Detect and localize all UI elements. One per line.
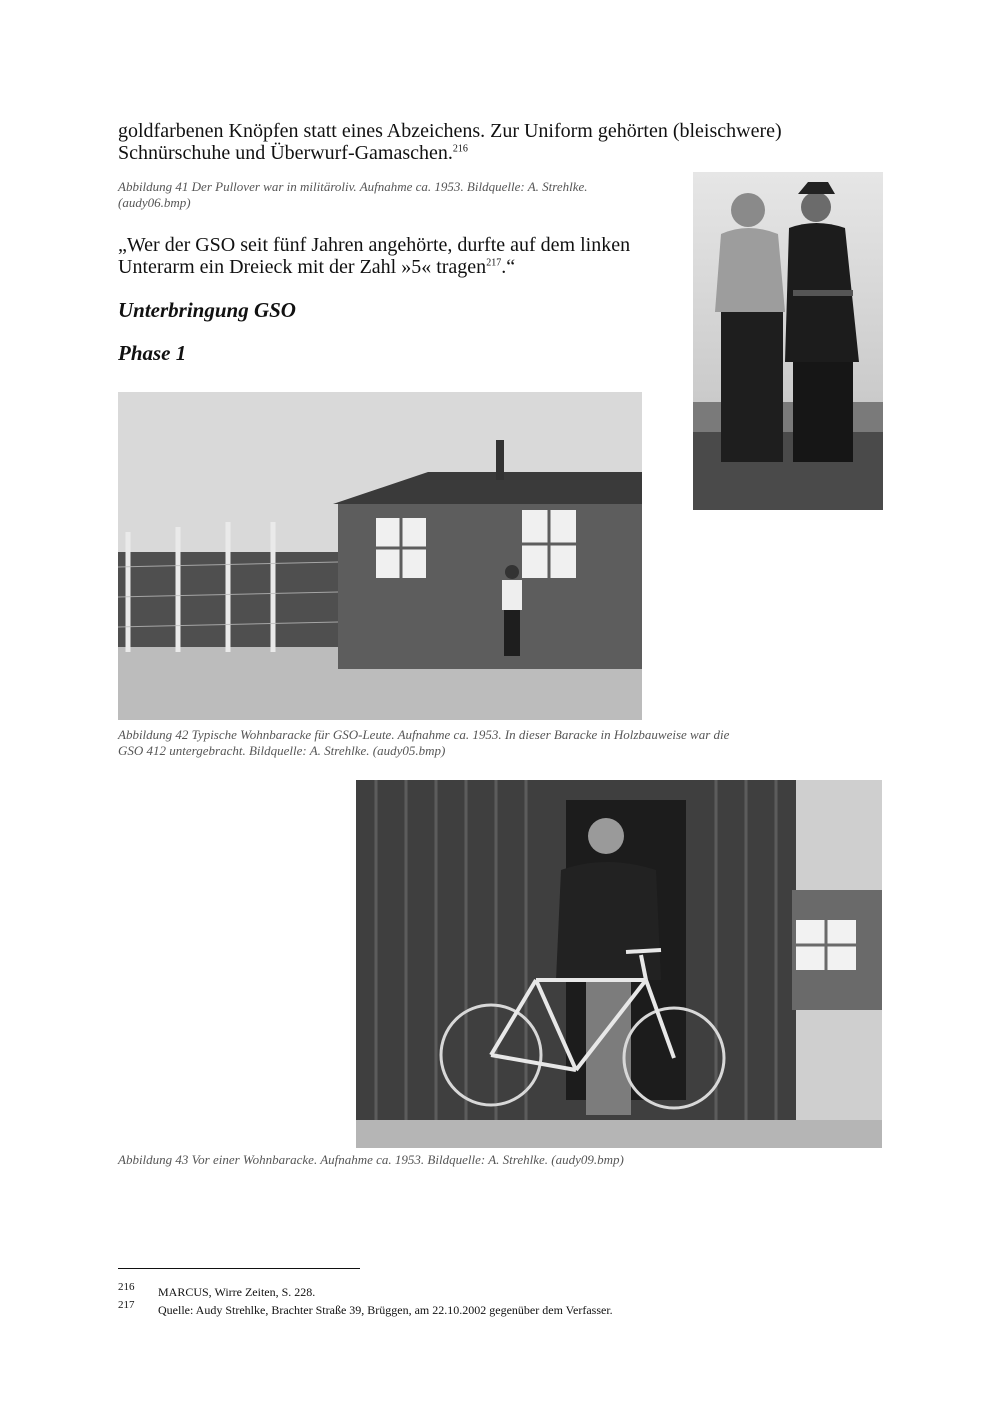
body-paragraph <box>118 120 878 164</box>
footnote-ref: 217 <box>486 257 502 269</box>
footnote-ref: 216 <box>452 143 468 155</box>
figure-caption: Abbildung 43 Vor einer Wohnbaracke. Aufnahme ca. 1953. Bildquelle: A. Strehlke. (audy09.bmp) <box>118 1152 624 1167</box>
quote-paragraph <box>118 234 698 278</box>
footnote-separator <box>118 1268 360 1269</box>
photo-man-with-bicycle <box>356 780 882 1148</box>
photo-two-men <box>693 172 883 510</box>
figure-caption: Abbildung 41 Der Pullover war in militäroliv. Aufnahme ca. 1953. Bildquelle: A. Strehlke. (audy06.bmp) <box>118 179 588 210</box>
section-heading: Unterbringung GSO <box>118 298 296 322</box>
body-line: goldfarbenen Knöpfen statt eines Abzeichens. Zur Uniform gehörten (bleischwere) <box>118 120 782 142</box>
quote-line: „Wer der GSO seit fünf Jahren angehörte, durfte auf dem linken <box>118 234 631 256</box>
footnote-number: 216 <box>118 1281 135 1293</box>
subsection-heading: Phase 1 <box>118 341 187 365</box>
photo-barrack <box>118 392 642 720</box>
figure-caption: Abbildung 42 Typische Wohnbaracke für GSO-Leute. Aufnahme ca. 1953. In dieser Baracke in Holzbauweise war die GSO 412 untergebracht. Bildquelle: A. Strehlke. (audy05.bmp) <box>118 727 730 758</box>
footnote-number: 217 <box>118 1299 135 1311</box>
quote-line: Unterarm ein Dreieck mit der Zahl »5« tragen$^{217}$.“ <box>118 256 516 278</box>
footnote-text: MARCUS, Wirre Zeiten, S. 228. <box>158 1285 316 1299</box>
footnote-text: Quelle: Audy Strehlke, Brachter Straße 39, Brüggen, am 22.10.2002 gegenüber dem Verfasser. <box>158 1303 613 1317</box>
body-line: Schnürschuhe und Überwurf-Gamaschen.$^{216}$ <box>118 142 468 164</box>
